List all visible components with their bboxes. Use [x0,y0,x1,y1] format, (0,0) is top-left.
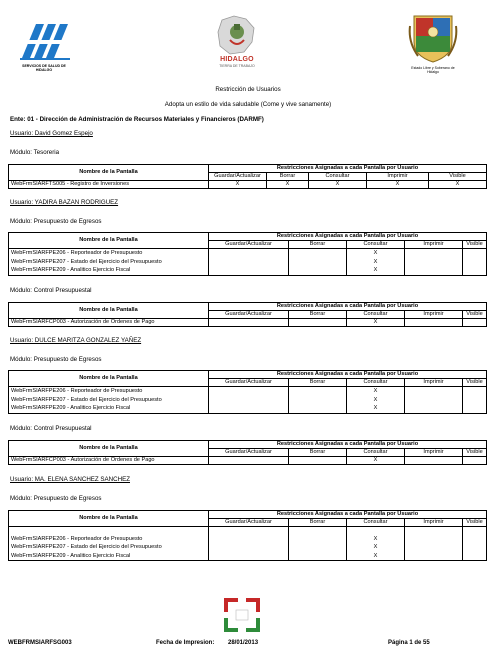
consult-header: Consultar [347,379,405,387]
visible-cell [463,387,487,414]
save-header: Guardar/Actualizar [209,519,289,527]
delete-header: Borrar [267,173,309,181]
delete-mark: X [267,181,309,189]
delete-header: Borrar [289,519,347,527]
restrictions-table [8,302,487,327]
consult-mark: X [373,388,378,394]
screen-name-cell: WebFrmSIARFTS005 - Registro de Inversiones [9,181,209,189]
screen-name-header: Nombre de la Pantalla [9,233,209,249]
module-label: Módulo: Presupuesto de Egresos [10,495,102,502]
save-cell [209,249,289,276]
delete-header: Borrar [289,449,347,457]
footer-emblem [218,596,266,636]
hidalgo-slogan: TIERRA DE TRABAJO [219,64,255,68]
save-mark: X [209,181,267,189]
consult-header: Consultar [347,311,405,319]
page-number: Página 1 de 55 [388,640,430,646]
restrictions-table [8,370,487,414]
visible-cell [463,457,487,465]
save-header: Guardar/Actualizar [209,241,289,249]
user-label: Usuario: YADIRA BAZAN RODRIGUEZ [10,199,119,206]
table-row [9,249,487,276]
table-row [9,457,487,465]
print-cell [405,527,463,561]
report-header [0,8,496,78]
screen-name: WebFrmSIARFPE209 - Analitico Ejercicio Fiscal [11,552,131,559]
print-date: 28/01/2013 [228,640,259,646]
module-label: Módulo: Presupuesto de Egresos [10,218,102,225]
print-date-label: Fecha de Impresion: [156,640,215,646]
consult-mark: X [347,457,405,465]
restrictions-header: Restricciones Asignadas a cada Pantalla por Usuario [209,233,487,241]
visible-cell [463,249,487,276]
ssh-emblem-icon [14,18,74,64]
consult-mark: X [309,181,367,189]
module-label: Módulo: Control Presupuestal [10,425,92,432]
user-label: Usuario: DULCE MARITZA GONZALEZ YAÑEZ [10,337,142,344]
save-cell [209,387,289,414]
save-header: Guardar/Actualizar [209,449,289,457]
hidalgo-wordmark: HIDALGO [220,56,254,63]
screen-name: WebFrmSIARFPE206 - Reporteador de Presupuesto [11,388,143,394]
visible-header: Visible [463,379,487,387]
print-header: Imprimir [405,519,463,527]
restrictions-table [8,164,487,189]
consult-mark: X [373,250,378,256]
screen-name: WebFrmSIARFPE206 - Reporteador de Presupuesto [11,535,143,542]
consult-cell [347,527,405,561]
visible-mark: X [429,181,487,189]
table-row [9,181,487,189]
print-cell [405,387,463,414]
report-title: Restricción de Usuarios [215,86,281,93]
visible-cell [463,527,487,561]
screen-name-cell [9,387,209,414]
report-code: WEBFRMSIARFSG003 [8,640,72,646]
ssh-logo-caption: SERVICIOS DE SALUD DE HIDALGO [22,64,66,72]
consult-mark: X [373,552,378,559]
hidalgo-logo [208,14,266,72]
screen-name-cell: WebFrmSIARFCP003 - Autorización de Ordenes de Pago [9,319,209,327]
screen-name: WebFrmSIARFPE206 - Reporteador de Presupuesto [11,250,143,256]
coat-of-arms-icon [408,12,458,64]
delete-cell [289,457,347,465]
delete-cell [289,527,347,561]
restrictions-header: Restricciones Asignadas a cada Pantalla por Usuario [209,441,487,449]
module-label: Módulo: Presupuesto de Egresos [10,356,102,363]
visible-header: Visible [463,311,487,319]
screen-name: WebFrmSIARFPE209 - Analitico Ejercicio Fiscal [11,405,131,411]
screen-name-header: Nombre de la Pantalla [9,511,209,527]
table-row [9,319,487,327]
screen-name: WebFrmSIARFPE209 - Analitico Ejercicio Fiscal [11,267,131,273]
screen-name: WebFrmSIARFPE207 - Estado del Ejercicio del Presupuesto [11,544,162,550]
consult-mark: X [373,267,378,273]
state-logo-caption: Estado Libre y Soberano de Hidalgo [411,66,455,74]
visible-header: Visible [429,173,487,181]
screen-name-header: Nombre de la Pantalla [9,165,209,181]
servicios-salud-logo [14,18,74,70]
module-label: Módulo: Tesoreria [10,149,60,156]
visible-header: Visible [463,519,487,527]
save-header: Guardar/Actualizar [209,311,289,319]
consult-cell [347,387,405,414]
state-coat-of-arms [408,12,458,76]
screen-name: WebFrmSIARFPE207 - Estado del Ejercicio del Presupuesto [11,258,162,265]
restrictions-header: Restricciones Asignadas a cada Pantalla por Usuario [209,371,487,379]
print-header: Imprimir [405,379,463,387]
consult-mark: X [373,396,378,403]
screen-name-cell: WebFrmSIARFCP003 - Autorización de Ordenes de Pago [9,457,209,465]
save-header: Guardar/Actualizar [209,173,267,181]
save-cell [209,319,289,327]
print-cell [405,319,463,327]
consult-mark: X [373,258,378,265]
print-mark: X [367,181,429,189]
delete-cell [289,387,347,414]
delete-header: Borrar [289,241,347,249]
consult-header: Consultar [309,173,367,181]
save-cell [209,527,289,561]
save-cell [209,457,289,465]
consult-header: Consultar [347,241,405,249]
print-cell [405,249,463,276]
restrictions-header: Restricciones Asignadas a cada Pantalla por Usuario [209,165,487,173]
table-row [9,527,487,561]
restrictions-table [8,440,487,465]
ente-line: Ente: 01 - Dirección de Administración de Recursos Materiales y Financieros (DARMF) [10,116,264,123]
print-header: Imprimir [367,173,429,181]
health-cross-icon [218,596,266,636]
consult-mark: X [347,319,405,327]
consult-mark: X [373,544,378,550]
report-subtitle: Adopta un estilo de vida saludable (Come y vive sanamente) [164,101,332,108]
restrictions-table [8,510,487,561]
visible-cell [463,319,487,327]
consult-mark: X [373,535,378,542]
hidalgo-map-icon [208,14,266,56]
module-label: Módulo: Control Presupuestal [10,287,92,294]
delete-cell [289,249,347,276]
visible-header: Visible [463,449,487,457]
restrictions-header: Restricciones Asignadas a cada Pantalla por Usuario [209,303,487,311]
user-label: Usuario: David Gomez Espejo [10,130,93,137]
user-label: Usuario: MA. ELENA SANCHEZ SANCHEZ [10,476,130,483]
screen-name-header: Nombre de la Pantalla [9,441,209,457]
screen-name: WebFrmSIARFPE207 - Estado del Ejercicio del Presupuesto [11,396,162,403]
consult-header: Consultar [347,449,405,457]
delete-header: Borrar [289,311,347,319]
delete-cell [289,319,347,327]
print-header: Imprimir [405,241,463,249]
screen-name-header: Nombre de la Pantalla [9,371,209,387]
consult-cell [347,249,405,276]
restrictions-header: Restricciones Asignadas a cada Pantalla por Usuario [209,511,487,519]
screen-name-cell [9,527,209,561]
visible-header: Visible [463,241,487,249]
delete-header: Borrar [289,379,347,387]
print-cell [405,457,463,465]
screen-name-cell [9,249,209,276]
consult-header: Consultar [347,519,405,527]
consult-mark: X [373,405,378,411]
save-header: Guardar/Actualizar [209,379,289,387]
restrictions-table [8,232,487,276]
table-row [9,387,487,414]
screen-name-header: Nombre de la Pantalla [9,303,209,319]
print-header: Imprimir [405,311,463,319]
print-header: Imprimir [405,449,463,457]
